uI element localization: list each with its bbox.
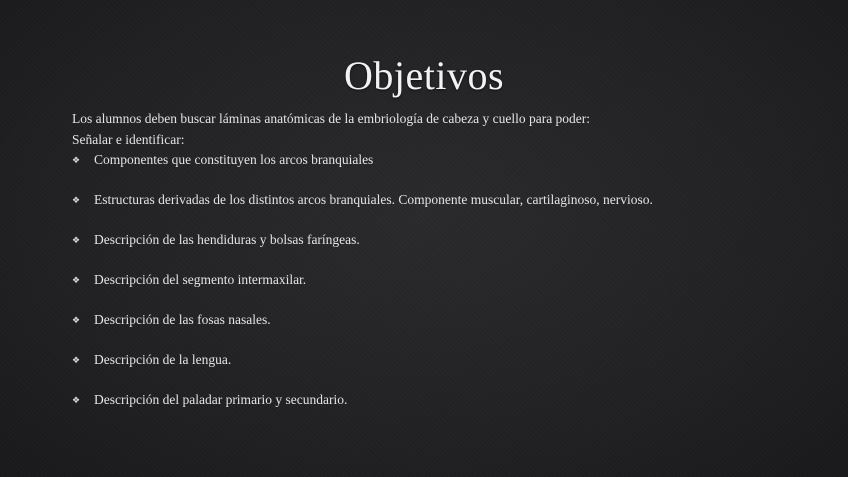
slide-title: Objetivos <box>343 53 505 98</box>
list-item <box>72 270 792 290</box>
list-item <box>72 190 792 210</box>
list-item-text: Componentes que constituyen los arcos branquiales <box>94 152 374 167</box>
diamond-bullet-icon: ❖ <box>72 235 81 245</box>
list-item <box>72 310 792 330</box>
intro-subline: Señalar e identificar: <box>72 132 185 147</box>
intro-line: Los alumnos deben buscar láminas anatómicas de la embriología de cabeza y cuello para poder: <box>72 111 591 126</box>
diamond-bullet-icon: ❖ <box>72 355 81 365</box>
list-item <box>72 350 792 370</box>
diamond-bullet-icon: ❖ <box>72 395 81 405</box>
list-item <box>72 390 792 410</box>
diamond-bullet-icon: ❖ <box>72 315 81 325</box>
diamond-bullet-icon: ❖ <box>72 195 81 205</box>
list-item <box>72 230 792 250</box>
list-item-text: Descripción de la lengua. <box>94 352 232 367</box>
objectives-list <box>72 150 792 410</box>
slide-body <box>72 108 792 430</box>
list-item-text: Descripción del segmento intermaxilar. <box>94 272 307 287</box>
list-item-text: Estructuras derivadas de los distintos arcos branquiales. Componente muscular, cartilaginoso, nervioso. <box>94 192 653 207</box>
list-item-text: Descripción de las fosas nasales. <box>94 312 271 327</box>
diamond-bullet-icon: ❖ <box>72 275 81 285</box>
diamond-bullet-icon: ❖ <box>72 155 81 165</box>
list-item-text: Descripción del paladar primario y secundario. <box>94 392 348 407</box>
list-item <box>72 150 792 170</box>
list-item-text: Descripción de las hendiduras y bolsas faríngeas. <box>94 232 360 247</box>
